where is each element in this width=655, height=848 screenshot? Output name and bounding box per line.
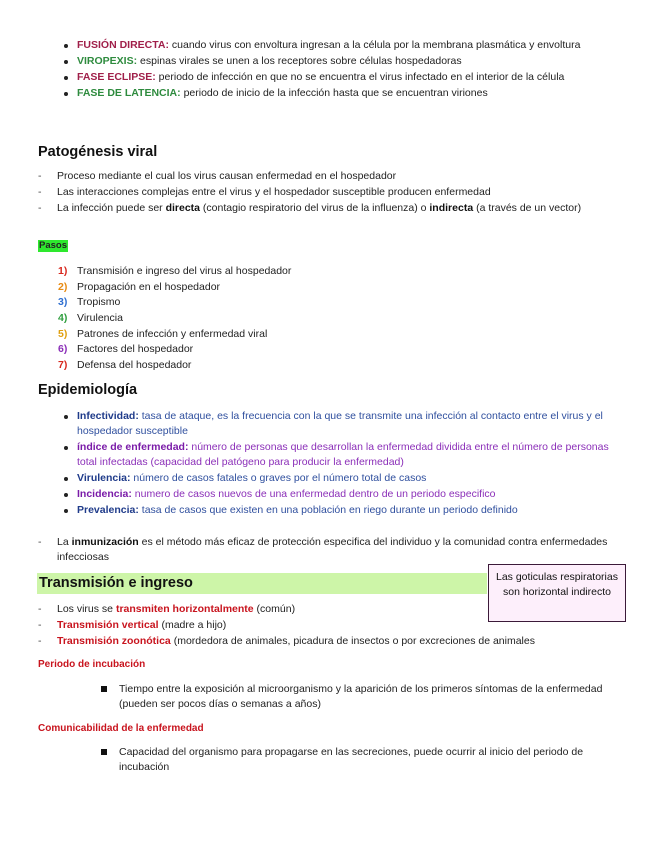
step-number: 6) — [58, 343, 68, 356]
epidemiologia-list — [60, 409, 620, 519]
transmision-list — [38, 602, 628, 650]
comunicabilidad-list — [100, 745, 615, 775]
definition-text: número de casos fatales o graves por el número total de casos — [130, 472, 427, 484]
term-indice-enfermedad: índice de enfermedad: — [77, 441, 189, 453]
step-item — [58, 342, 291, 357]
definition-text: numero de casos nuevos de una enfermedad dentro de un periodo especifico — [131, 488, 496, 500]
term-viropexis: VIROPEXIS: — [77, 55, 138, 67]
list-item — [60, 487, 620, 502]
pasos-steps-list — [58, 264, 291, 374]
definition-text: cuando virus con envoltura ingresan a la célula por la membrana plasmática y envoltura — [168, 39, 581, 51]
text-fragment: es el método más eficaz de protección especifica del individuo y la comunidad contra enfermedades infecciosas — [57, 536, 608, 563]
term-fusion-directa: FUSIÓN DIRECTA: — [77, 39, 169, 51]
step-number: 2) — [58, 280, 68, 293]
list-item — [38, 201, 616, 216]
term-vertical: Transmisión vertical — [57, 619, 159, 631]
list-item: - Proceso mediante el cual los virus causan enfermedad en el hospedador — [38, 169, 616, 184]
term-infectividad: Infectividad: — [77, 410, 139, 422]
text-fragment: (madre a hijo) — [158, 619, 227, 631]
list-item — [60, 54, 615, 69]
list-item — [60, 440, 620, 470]
list-item — [60, 471, 620, 486]
list-item: Tiempo entre la exposición al microorganismo y la aparición de los primeros síntomas de la enfermedad (pueden ser pocos días o semanas a años) — [100, 682, 615, 712]
list-item — [38, 618, 628, 633]
list-item — [60, 409, 620, 439]
inmunizacion-note — [38, 535, 616, 566]
text-fragment: (contagio respiratorio del virus de la influenza) o — [200, 202, 430, 214]
step-number: 5) — [58, 327, 68, 340]
list-item — [60, 86, 615, 101]
step-item — [58, 358, 291, 373]
term-prevalencia: Prevalencia: — [77, 504, 139, 516]
step-item — [58, 280, 291, 295]
patogenesis-list — [38, 169, 616, 217]
step-number: 1) — [58, 265, 68, 277]
heading-comunicabilidad: Comunicabilidad de la enfermedad — [38, 723, 204, 734]
term-indirecta: indirecta — [429, 202, 474, 214]
step-text: Virulencia — [77, 312, 123, 325]
definition-text: tasa de casos que existen en una población en riego durante un periodo definido — [138, 504, 518, 516]
term-virulencia: Virulencia: — [77, 472, 131, 484]
term-fase-latencia: FASE DE LATENCIA: — [77, 87, 181, 99]
text-fragment: (mordedora de animales, picadura de insectos o por excreciones de animales — [170, 635, 535, 647]
term-horizontal: transmiten horizontalmente — [115, 603, 254, 615]
list-item: - Las interacciones complejas entre el virus y el hospedador susceptible producen enfermedad — [38, 185, 616, 200]
step-item — [58, 327, 291, 342]
definition-text: periodo de inicio de la infección hasta que se encuentran viriones — [180, 87, 488, 99]
step-number: 3) — [58, 296, 68, 309]
list-item — [38, 602, 628, 617]
text-fragment: La — [57, 536, 72, 548]
definition-text: tasa de ataque, es la frecuencia con la que se transmite una infección al contacto entre el virus y el hospedador susceptible — [77, 410, 603, 437]
term-incidencia: Incidencia: — [77, 488, 132, 500]
text-fragment: Los virus se — [57, 603, 116, 615]
definition-text: periodo de infección en que no se encuentra el virus infectado en el interior de la célula — [155, 71, 565, 83]
text-fragment: La infección puede ser — [57, 202, 166, 214]
step-item — [58, 295, 291, 310]
step-item — [58, 264, 291, 279]
list-item — [38, 634, 628, 649]
list-item: Capacidad del organismo para propagarse en las secreciones, puede ocurrir al inicio del periodo de incubación — [100, 745, 615, 775]
list-item — [60, 503, 620, 518]
step-number: 4) — [58, 312, 68, 325]
step-text: Patrones de infección y enfermedad viral — [77, 327, 268, 340]
text-fragment: (común) — [253, 603, 296, 615]
step-text: Propagación en el hospedador — [77, 280, 221, 293]
definition-text: espinas virales se unen a los receptores sobre células hospedadoras — [137, 55, 462, 67]
term-fase-eclipse: FASE ECLIPSE: — [77, 71, 156, 83]
list-item — [38, 535, 616, 565]
term-zoonotica: Transmisión zoonótica — [57, 635, 171, 647]
step-number: 7) — [58, 359, 68, 372]
list-item — [60, 38, 615, 53]
step-text: Tropismo — [77, 296, 121, 309]
heading-transmision: Transmisión e ingreso — [39, 575, 193, 591]
text-fragment: (a través de un vector) — [473, 202, 582, 214]
infection-mechanisms-list — [60, 38, 615, 102]
heading-incubacion: Periodo de incubación — [38, 659, 146, 670]
step-text: Factores del hospedador — [77, 343, 194, 356]
side-note-box: Las goticulas respiratorias son horizontal indirecto — [488, 564, 626, 622]
step-item — [58, 311, 291, 326]
list-item — [60, 70, 615, 85]
step-text: Transmisión e ingreso del virus al hospedador — [77, 265, 292, 277]
step-text: Defensa del hospedador — [77, 359, 192, 372]
incubacion-list — [100, 682, 615, 712]
definition-text: número de personas que desarrollan la enfermedad dividida entre el número de personas total infectadas (capacidad del patógeno para producir la enfermedad) — [77, 441, 609, 468]
heading-epidemiologia: Epidemiología — [38, 382, 138, 398]
term-directa: directa — [165, 202, 201, 214]
term-inmunizacion: inmunización — [71, 536, 139, 548]
pasos-label: Pasos — [39, 240, 67, 251]
heading-patogenesis: Patogénesis viral — [38, 144, 158, 160]
